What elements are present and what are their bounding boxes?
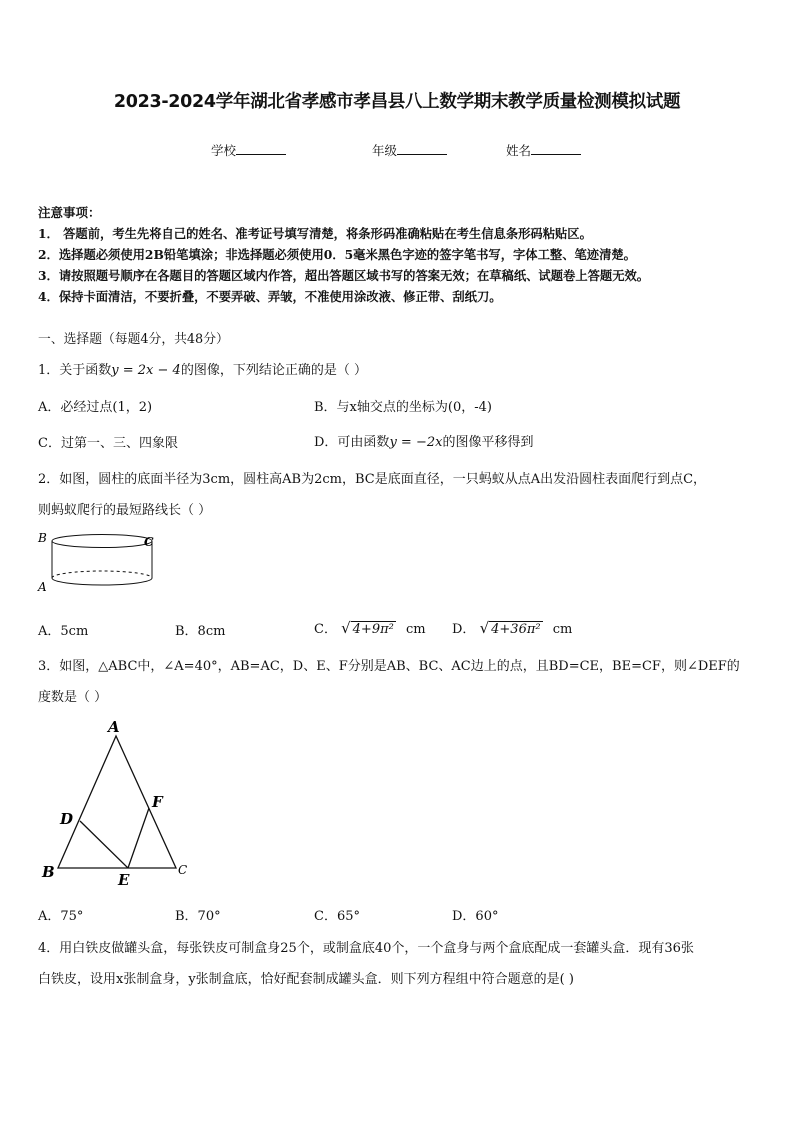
q1-option-b[interactable]: B．与x轴交点的坐标为(0，-4) xyxy=(314,400,492,415)
sqrt-icon: √ xyxy=(479,619,490,637)
q1-option-a[interactable]: A．必经过点(1，2) xyxy=(38,400,153,415)
q3-option-c[interactable]: C．65° xyxy=(314,909,360,924)
q1-option-d-pre: D．可由函数 xyxy=(314,435,390,450)
q2-option-c-label: C． xyxy=(314,622,337,637)
triangle-label-b: B xyxy=(42,863,55,881)
q3-option-b[interactable]: B．70° xyxy=(175,909,221,924)
question-4-line-2: 白铁皮，设用x张制盒身，y张制盒底，恰好配套制成罐头盒．则下列方程组中符合题意的是( ) xyxy=(38,972,574,987)
segment-de xyxy=(80,821,128,868)
q2-option-b[interactable]: B．8cm xyxy=(175,624,226,639)
note-item: 2．选择题必须使用2B铅笔填涂；非选择题必须使用0．5毫米黑色字迹的签字笔书写，字体工整、笔迹清楚。 xyxy=(38,247,636,262)
question-4-line-1: 4．用白铁皮做罐头盒，每张铁皮可制盒身25个，或制盒底40个，一个盒身与两个盒底配成一套罐头盒．现有36张 xyxy=(38,941,694,956)
q1-text-pre: 1．关于函数 xyxy=(38,363,112,378)
triangle-label-f: F xyxy=(152,793,163,811)
grade-blank[interactable] xyxy=(397,142,447,155)
q1-expression: y = 2x − 4 xyxy=(111,363,181,378)
cylinder-bottom-front xyxy=(52,578,152,585)
notes-heading: 注意事项： xyxy=(38,205,101,220)
q1-option-c[interactable]: C．过第一、三、四象限 xyxy=(38,436,178,451)
question-2-line-1: 2．如图，圆柱的底面半径为3cm，圆柱高AB为2cm，BC是底面直径，一只蚂蚁从点A出发沿圆柱表面爬行到点C， xyxy=(38,472,707,487)
q1-option-d[interactable] xyxy=(314,431,533,450)
segment-ef xyxy=(128,808,149,868)
triangle-label-d: D xyxy=(60,810,74,828)
q2-option-c-expression: 4+9π² xyxy=(352,622,394,637)
q1-text-post: 的图像，下列结论正确的是（ ） xyxy=(180,363,367,378)
name-label: 姓名 xyxy=(506,143,532,158)
q2-option-d-unit: cm xyxy=(552,622,573,637)
q2-option-d-expression: 4+36π² xyxy=(491,622,541,637)
school-field[interactable] xyxy=(211,141,286,159)
name-field[interactable] xyxy=(506,141,581,159)
grade-field[interactable] xyxy=(372,141,447,159)
grade-label: 年级 xyxy=(372,143,398,158)
q2-option-c-unit: cm xyxy=(406,622,426,637)
name-blank[interactable] xyxy=(531,142,581,155)
triangle-figure xyxy=(36,714,196,890)
note-item: 1． 答题前，考生先将自己的姓名、准考证号填写清楚，将条形码准确粘贴在考生信息条形码粘贴区。 xyxy=(38,226,592,241)
school-blank[interactable] xyxy=(236,142,286,155)
question-2-line-2: 则蚂蚁爬行的最短路线长（ ） xyxy=(38,503,212,518)
note-item: 4．保持卡面清洁，不要折叠，不要弄破、弄皱，不准使用涂改液、修正带、刮纸刀。 xyxy=(38,289,502,304)
q1-option-d-post: 的图像平移得到 xyxy=(442,435,534,450)
q3-option-a[interactable]: A．75° xyxy=(38,909,84,924)
cylinder-label-a: A xyxy=(38,580,47,594)
cylinder-figure xyxy=(34,530,164,596)
cylinder-label-c: C xyxy=(144,535,154,549)
question-3-line-2: 度数是（ ） xyxy=(38,690,108,705)
section-heading: 一、选择题（每题4分，共48分） xyxy=(38,332,229,347)
question-3-line-1: 3．如图，△ABC中，∠A=40°，AB=AC，D、E、F分别是AB、BC、AC边上的点，且BD=CE，BE=CF，则∠DEF的 xyxy=(38,659,740,674)
q1-option-d-expression: y = −2x xyxy=(389,435,443,450)
cylinder-label-b: B xyxy=(38,531,47,545)
page-title: 2023-2024学年湖北省孝感市孝昌县八上数学期末教学质量检测模拟试题 xyxy=(113,92,681,112)
triangle-label-a: A xyxy=(108,718,120,736)
sqrt-icon: √ xyxy=(341,619,351,637)
cylinder-bottom-back xyxy=(52,571,152,578)
q2-option-c[interactable] xyxy=(314,618,426,637)
note-item: 3．请按照题号顺序在各题目的答题区域内作答，超出答题区域书写的答案无效；在草稿纸、试题卷上答题无效。 xyxy=(38,268,650,283)
triangle-label-e: E xyxy=(118,871,130,889)
triangle-label-c: C xyxy=(178,863,188,877)
q2-option-a[interactable]: A．5cm xyxy=(38,624,89,639)
q2-option-d-label: D． xyxy=(452,622,476,637)
question-1 xyxy=(38,359,367,378)
school-label: 学校 xyxy=(211,143,237,158)
cylinder-top-ellipse xyxy=(52,535,152,548)
q3-option-d[interactable]: D．60° xyxy=(452,909,499,924)
q2-option-d[interactable] xyxy=(452,618,572,637)
